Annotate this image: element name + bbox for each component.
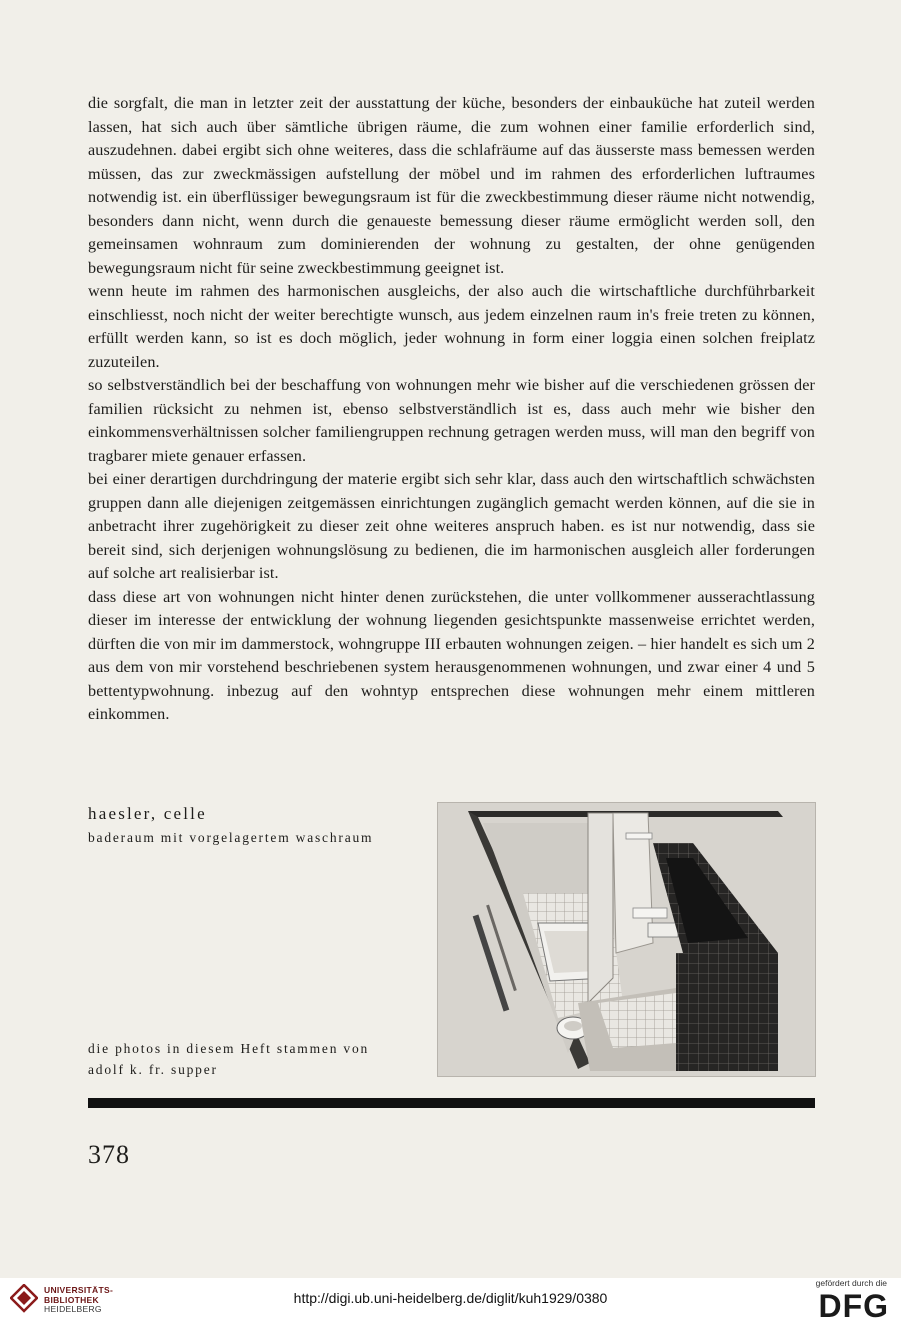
dfg-logo: DFG [818,1288,889,1324]
horizontal-rule [88,1098,815,1108]
paragraph: so selbstverständlich bei der beschaffung von wohnungen mehr wie bisher auf die verschiedenen grössen der familien rücksicht zu nehmen ist, ebenso selbstverständlich ist es, dass auch mehr wie bisher den einkommensverhältnissen solcher familiengruppen rechnung getragen werden muss, will man den begriff von tragbarer miete genauer erfassen. [88,376,815,465]
photo-credit [88,1038,428,1080]
photo-credit-line: adolf k. fr. supper [88,1062,218,1077]
figure-author: haesler, celle [88,804,207,823]
page-number: 378 [88,1140,130,1169]
body-text [88,92,815,727]
figure-caption: baderaum mit vorgelagertem waschraum [88,830,374,845]
paragraph: bei einer derartigen durchdringung der materie ergibt sich sehr klar, dass auch den wirtschaftlich schwächsten gruppen dann alle diejenigen zeitgemässen einrichtungen zugänglich gemacht werden können, auf die sie in anbetracht ihrer zugehörigkeit zu dieser zeit ohne weiteres anspruch haben. es ist nur notwendig, dass sie bereit sind, sich derjenigen wohnungslösung zu bedienen, die im harmonischen ausgleich aller forderungen auf solche art realisierbar ist. [88,470,815,582]
funding-label: gefördert durch die [815,1278,887,1288]
bathroom-photo [437,802,816,1077]
paragraph: wenn heute im rahmen des harmonischen ausgleichs, der also auch die wirtschaftliche durchführbarkeit einschliesst, noch nicht der weiter berechtigte wunsch, aus jedem einzelnen raum in's freie treten zu können, erfüllt werden kann, so ist es doch möglich, jeder wohnung in form einer loggia einen solchen freiplatz zuzuteilen. [88,282,815,371]
photo-credit-line: die photos in diesem Heft stammen von [88,1041,370,1056]
paragraph: die sorgfalt, die man in letzter zeit der ausstattung der küche, besonders der einbauküche hat zuteil werden lassen, hat sich auch über sämtliche übrigen räume, die zum wohnen einer familie erforderlich sind, auszudehnen. dabei ergibt sich ohne weiteres, dass die schlafräume auf das äusserste mass bemessen werden müssen, das zur zweckmässigen aufstellung der möbel und im rahmen des erforderlichen luftraumes notwendig ist. ein überflüssiger bewegungsraum ist für die zweckbestimmung dieser räume nicht notwendig, besonders dann nicht, wenn durch die genaueste bemessung dieser räume ermöglicht werden soll, den gemeinsamen wohnraum zum dominierenden der wohnung zu gestalten, der ohne genügenden bewegungsraum nicht für seine zweckbestimmung geeignet ist. [88,94,815,277]
bathroom-illustration [438,803,815,1076]
figure-caption-block [88,804,428,846]
university-library-name: UNIVERSITÄTS- BIBLIOTHEK HEIDELBERG [44,1285,114,1314]
paragraph: dass diese art von wohnungen nicht hinter denen zurückstehen, die unter vollkommener ausserachtlassung dieser im interesse der entwicklung der wohnung liegenden gesichtspunkte massenweise errichtet werden, dürften die von mir im dammerstock, wohngruppe III erbauten wohnungen zeigen. – hier handelt es sich um 2 aus dem von mir vorstehend beschriebenen system herausgenommenen wohnungen, und zwar einer 4 und 5 bettentypwohnung. inbezug auf den wohntyp entsprechen diese wohnungen mehr einem mittleren einkommen. [88,587,815,723]
source-url-link[interactable]: http://digi.ub.uni-heidelberg.de/diglit/kuh1929/0380 [293,1290,608,1306]
digitization-footer [0,1278,901,1326]
